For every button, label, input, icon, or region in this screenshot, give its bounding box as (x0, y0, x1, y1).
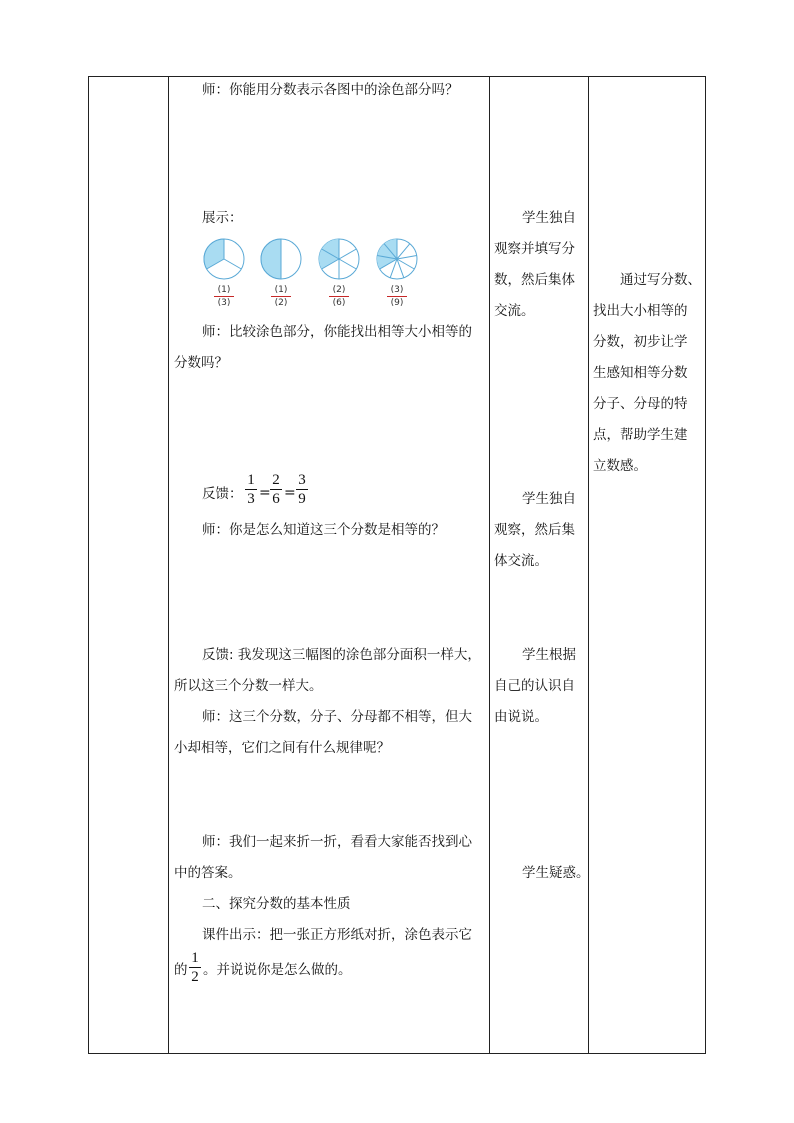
teacher-question-2: 师：比较涂色部分，你能找出相等大小相等的 (202, 324, 472, 340)
student-activity-3-line2: 自己的认识自 (494, 678, 575, 694)
fraction-circles (200, 236, 430, 284)
design-intent-line1: 通过写分数、 (620, 272, 701, 288)
circle-one-half (261, 239, 301, 279)
circle-one-third (204, 239, 244, 279)
column-divider (168, 77, 169, 1053)
circle-label-1: (1) (3) (211, 285, 237, 308)
circle-three-ninths (377, 239, 417, 279)
fraction-3-9: 3 9 (296, 472, 308, 507)
teacher-question-4-cont: 小却相等，它们之间有什么规律呢？ (174, 740, 390, 756)
circle-label-4: (3) (9) (384, 285, 410, 308)
column-divider (588, 77, 589, 1053)
section-heading: 二、探究分数的基本性质 (202, 896, 351, 912)
design-intent-line6: 点，帮助学生建 (593, 427, 688, 443)
column-divider (489, 77, 490, 1053)
feedback-2-cont: 所以这三个分数一样大。 (174, 678, 323, 694)
student-activity-2-line3: 体交流。 (494, 553, 548, 569)
courseware-text: 课件出示：把一张正方形纸对折，涂色表示它 (202, 927, 472, 943)
show-label: 展示： (202, 210, 243, 226)
student-activity-4: 学生疑惑。 (522, 865, 590, 881)
feedback-label: 反馈： (202, 486, 243, 502)
fraction-1-2: 1 2 (189, 950, 201, 985)
teacher-question-3: 师：你是怎么知道这三个分数是相等的？ (202, 522, 445, 538)
student-activity-1-line2: 观察并填写分 (494, 241, 575, 257)
student-activity-1-line1: 学生独自 (522, 210, 576, 226)
courseware-text-post: 。并说说你是怎么做的。 (203, 962, 352, 978)
circle-two-sixths (319, 239, 359, 279)
student-activity-2-line2: 观察，然后集 (494, 522, 575, 538)
teacher-question-4: 师：这三个分数，分子、分母都不相等，但大 (202, 709, 472, 725)
teacher-question-5: 师：我们一起来折一折，看看大家能否找到心 (202, 834, 472, 850)
student-activity-1-line4: 交流。 (494, 303, 535, 319)
design-intent-line7: 立数感。 (593, 458, 647, 474)
student-activity-3-line1: 学生根据 (522, 647, 576, 663)
design-intent-line4: 生感知相等分数 (593, 365, 688, 381)
teacher-question-1: 师：你能用分数表示各图中的涂色部分吗？ (202, 82, 459, 98)
lesson-table (88, 76, 706, 1054)
feedback-2: 反馈: 我发现这三幅图的涂色部分面积一样大， (202, 647, 481, 663)
design-intent-line3: 分数，初步让学 (593, 334, 688, 350)
student-activity-2-line1: 学生独自 (522, 491, 576, 507)
design-intent-line2: 找出大小相等的 (593, 303, 688, 319)
student-activity-3-line3: 由说说。 (494, 709, 548, 725)
student-activity-1-line3: 数，然后集体 (494, 272, 575, 288)
design-intent-line5: 分子、分母的特 (593, 396, 688, 412)
circle-label-2: (1) (2) (268, 285, 294, 308)
fraction-2-6: 2 6 (270, 472, 282, 507)
equals-sign: = (284, 485, 296, 501)
teacher-question-5-cont: 中的答案。 (174, 865, 242, 881)
equals-sign: = (259, 485, 271, 501)
circle-label-3: (2) (6) (326, 285, 352, 308)
teacher-question-2-cont: 分数吗？ (174, 355, 228, 371)
fraction-1-3: 1 3 (245, 472, 257, 507)
courseware-text-pre: 的 (174, 962, 188, 978)
